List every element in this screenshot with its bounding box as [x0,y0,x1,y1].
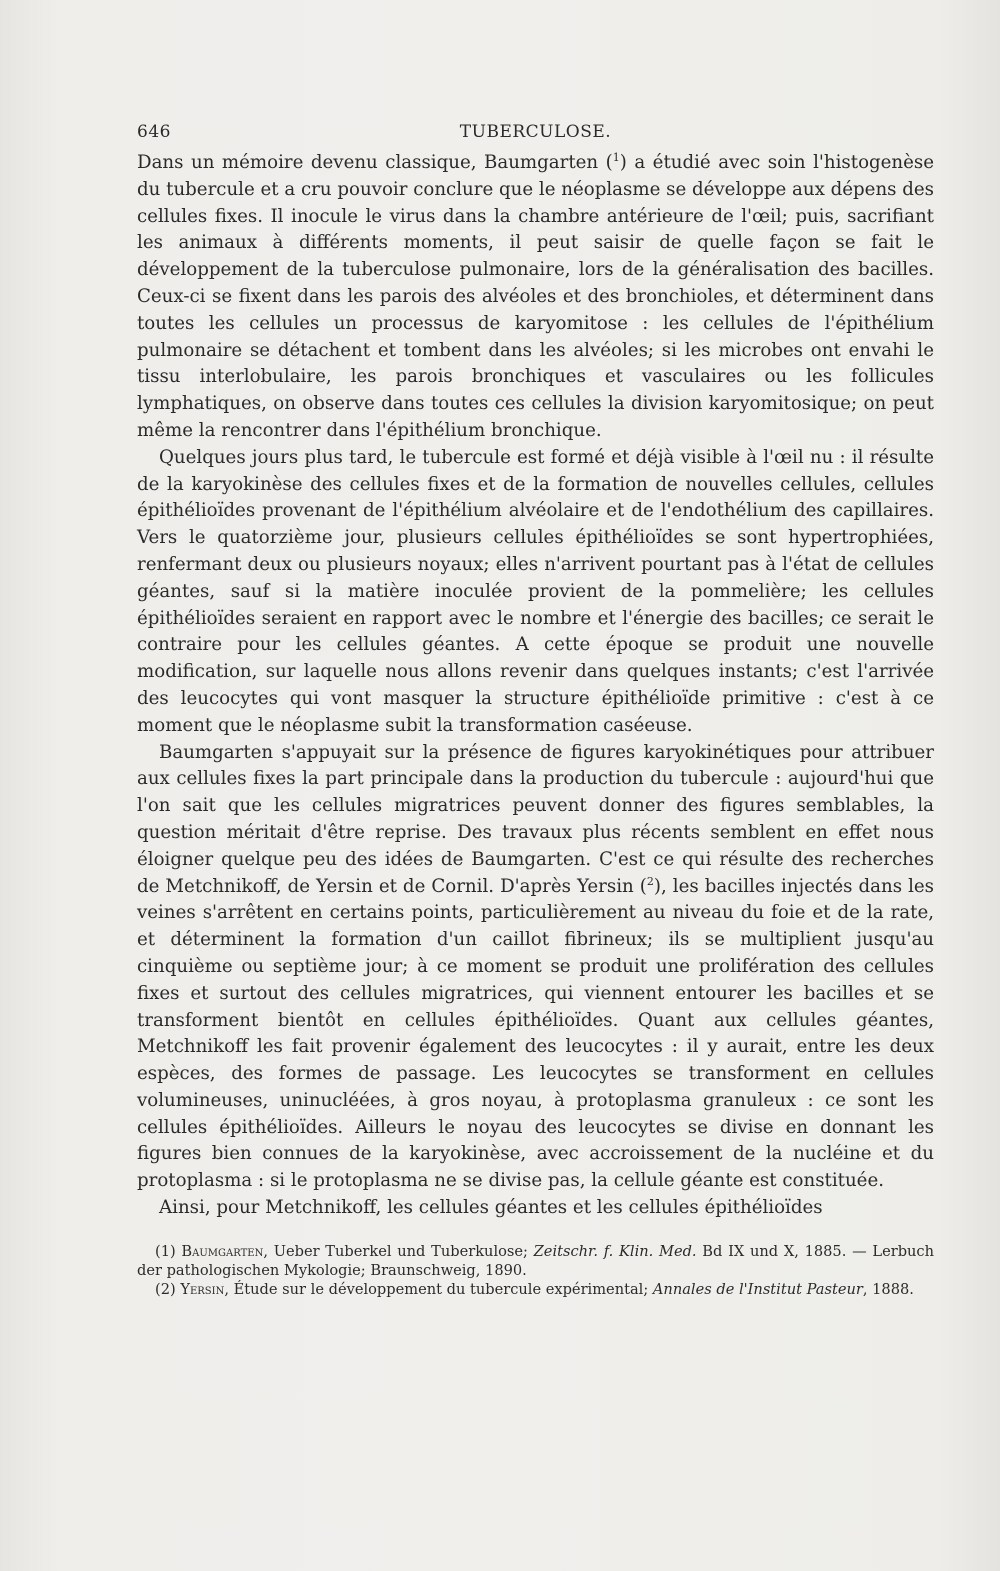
paragraph-2: Quelques jours plus tard, le tubercule est formé et déjà visible à l'œil nu : il résulte de la karyokinèse des cellules fixes et de la formation de nouvelles cellules, cellules épithélioïdes provenant de l'épithélium alvéolaire et de l'endothélium des capillaires. Vers le quatorzième jour, plusieurs cellules épithélioïdes se sont hypertrophiées, renfermant deux ou plusieurs noyaux; elles n'arrivent pourtant pas à l'état de cellules géantes, sauf si la matière inoculée provient de la pommelière; les cellules épithélioïdes seraient en rapport avec le nombre et l'énergie des bacilles; ce serait le contraire pour les cellules géantes. A cette époque se produit une nouvelle modification, sur laquelle nous allons revenir dans quelques instants; c'est l'arrivée des leucocytes qui vont masquer la structure épithélioïde primitive : c'est à ce moment que le néoplasme subit la transformation caséeuse. [137,446,934,736]
text-block [137,122,934,1299]
footnote-2-text-b: , 1888. [862,1280,914,1298]
footnote-1-marker: (1) [155,1242,176,1260]
footnote-ref-1: 1 [612,150,620,164]
footnotes [137,1242,934,1299]
footnote-2 [137,1280,934,1299]
page-number: 646 [137,122,171,142]
footnote-1 [137,1242,934,1280]
paragraph-1-text-a: Dans un mémoire devenu classique, Baumgarten ( [137,152,613,173]
footnote-2-marker: (2) [155,1280,176,1298]
paragraph-4: Ainsi, pour Metchnikoff, les cellules géantes et les cellules épithélioïdes [159,1197,823,1219]
paragraph-3-text-b: ), les bacilles injectés dans les veines s'arrêtent en certains points, particulièrement au niveau du foie et de la rate, et déterminent la formation d'un caillot fibrineux; ils se multiplient jusqu'au cinquième ou septième jour; à ce moment se produit une prolifération des cellules fixes et surtout des cellules migratrices, qui viennent entourer les bacilles et se transforment bientôt en cellules épithélioïdes. Quant aux cellules géantes, Metchnikoff les fait provenir également des leucocytes : il y aurait, entre les deux espèces, des formes de passage. Les leucocytes se transforment en cellules volumineuses, uninucléées, à gros noyau, à protoplasma granuleux : ce sont les cellules épithélioïdes. Ailleurs le noyau des leucocytes se divise en donnant les figures bien connues de la karyokinèse, avec accroissement de la nucléine et du protoplasma : si le protoplasma ne se divise pas, la cellule géante est constituée. [137,875,934,1192]
footnote-1-journal: Zeitschr. f. Klin. Med. [533,1242,697,1260]
running-head [137,122,934,150]
running-title: TUBERCULOSE. [459,122,612,142]
footnote-1-text-b: Bd IX und X, 1885. — Lerbuch der pathologischen Mykologie; Braunschweig, 1890. [137,1242,935,1279]
footnote-ref-2: 2 [646,874,654,888]
paragraph-3-text-a: Baumgarten s'appuyait sur la présence de figures karyokinétiques pour attribuer aux cellules fixes la part principale dans la production du tubercule : aujourd'hui que l'on sait que les cellules migratrices peuvent donner des figures semblables, la question méritait d'être reprise. Des travaux plus récents semblent en effet nous éloigner quelque peu des idées de Baumgarten. C'est ce qui résulte des recherches de Metchnikoff, de Yersin et de Cornil. D'après Yersin ( [137,741,934,897]
paragraph-1 [137,150,934,445]
paragraph-1-text-b: ) a étudié avec soin l'histogenèse du tubercule et a cru pouvoir conclure que le néoplasme se développe aux dépens des cellules fixes. Il inocule le virus dans la chambre antérieure de l'œil; puis, sacrifiant les animaux à différents moments, il peut saisir de quelle façon se fait le développement de la tuberculose pulmonaire, lors de la généralisation des bacilles. Ceux-ci se fixent dans les parois des alvéoles et des bronchioles, et déterminent dans toutes les cellules un processus de karyomitose : les cellules de l'épithélium pulmonaire se détachent et tombent dans les alvéoles; si les microbes ont envahi le tissu interlobulaire, les parois bronchiques et vasculaires ou les follicules lymphatiques, on observe dans toutes ces cellules la division karyomitosique; on peut même la rencontrer dans l'épithélium bronchique. [137,152,935,441]
footnote-2-text-a: , Étude sur le développement du tubercule expérimental; [224,1280,653,1298]
footnote-2-journal: Annales de l'Institut Pasteur [652,1280,863,1298]
footnote-2-author: Yersin [180,1280,225,1298]
body-text [137,150,934,1222]
footnote-1-author: Baumgarten [181,1242,264,1260]
footnote-1-text-a: , Ueber Tuberkel und Tuberkulose; [263,1242,534,1260]
paragraph-3 [137,740,934,1196]
